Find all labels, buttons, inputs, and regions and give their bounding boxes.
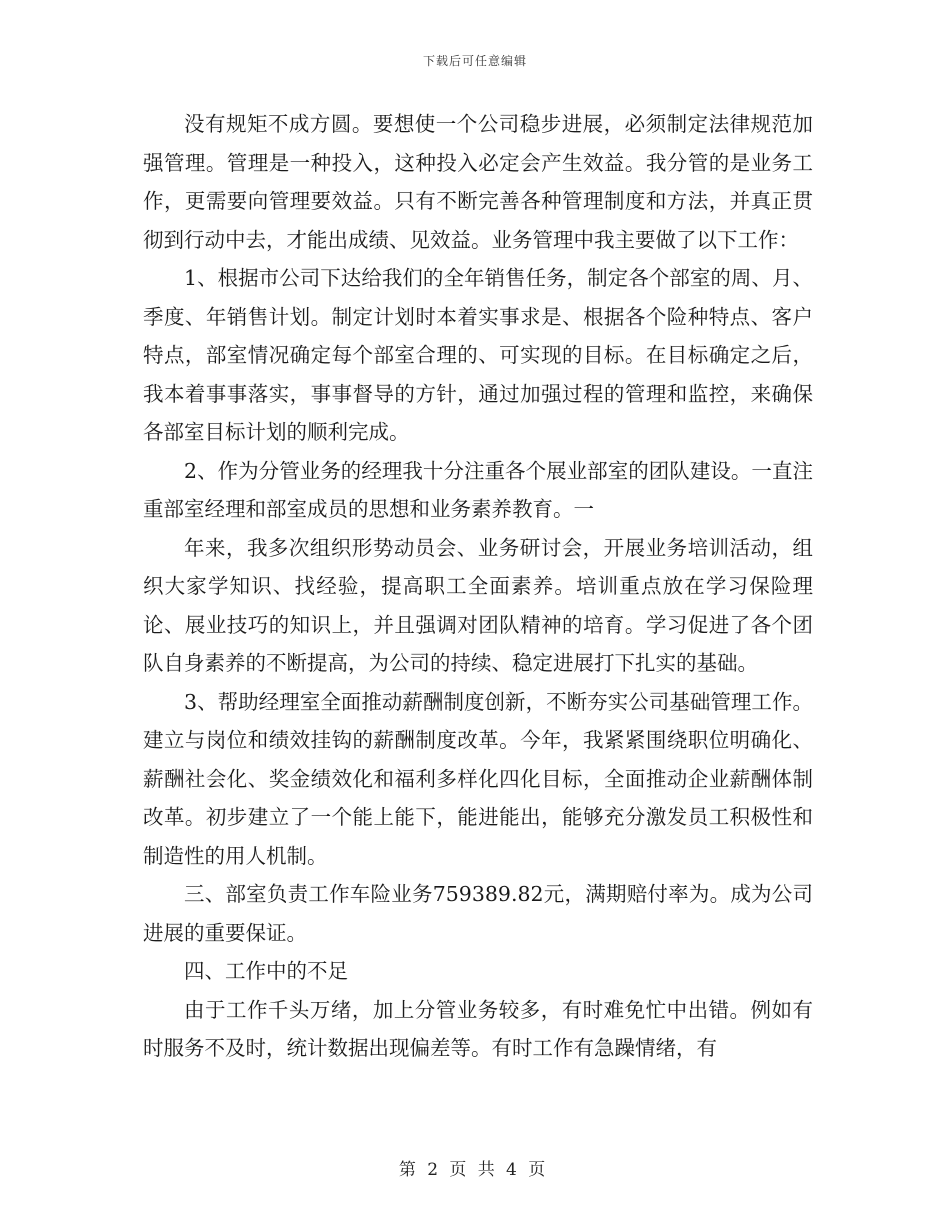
page-footer (0, 1155, 950, 1180)
footer-label-suffix: 页 (528, 1160, 546, 1180)
footer-label-prefix: 第 (398, 1160, 416, 1180)
paragraph: 四、工作中的不足 (184, 959, 348, 983)
total-pages-number: 4 (506, 1160, 517, 1180)
page-header (0, 52, 950, 69)
footer-label-total: 共 (477, 1160, 495, 1180)
footer-label-page: 页 (449, 1160, 467, 1180)
current-page-number: 2 (427, 1160, 439, 1180)
paragraph: 3、帮助经理室全面推动薪酬制度创新，不断夯实公司基础管理工作。建立与岗位和绩效挂钩的薪酬制度改革。今年，我紧紧围绕职位明确化、薪酬社会化、奖金绩效化和福利多样化四化目标，全面推动企业薪酬体制改革。初步建立了一个能上能下，能进能出，能够充分激发员工积极性和制造性的用人机制。 (143, 689, 813, 868)
header-text: 下载后可任意编辑 (422, 54, 527, 68)
paragraph: 年来，我多次组织形势动员会、业务研讨会，开展业务培训活动，组织大家学知识、找经验，提高职工全面素养。培训重点放在学习保险理论、展业技巧的知识上，并且强调对团队精神的培育。学习促进了各个团队自身素养的不断提高，为公司的持续、稳定进展打下扎实的基础。 (143, 535, 813, 675)
paragraph: 1、根据市公司下达给我们的全年销售任务，制定各个部室的周、月、季度、年销售计划。制定计划时本着实事求是、根据各个险种特点、客户特点，部室情况确定每个部室合理的、可实现的目标。在目标确定之后，我本着事事落实，事事督导的方针，通过加强过程的管理和监控，来确保各部室目标计划的顺利完成。 (143, 266, 813, 444)
paragraph: 没有规矩不成方圆。要想使一个公司稳步进展，必须制定法律规范加强管理。管理是一种投入，这种投入必定会产生效益。我分管的是业务工作，更需要向管理要效益。只有不断完善各种管理制度和方法，并真正贯彻到行动中去，才能出成绩、见效益。业务管理中我主要做了以下工作： (143, 112, 813, 252)
document-body (143, 105, 813, 1068)
paragraph: 三、部室负责工作车险业务759389.82元，满期赔付率为。成为公司进展的重要保证。 (143, 882, 813, 945)
paragraph: 2、作为分管业务的经理我十分注重各个展业部室的团队建设。一直注重部室经理和部室成员的思想和业务素养教育。一 (143, 458, 813, 521)
paragraph: 由于工作千头万绪，加上分管业务较多，有时难免忙中出错。例如有时服务不及时，统计数据出现偏差等。有时工作有急躁情绪，有 (143, 997, 813, 1060)
